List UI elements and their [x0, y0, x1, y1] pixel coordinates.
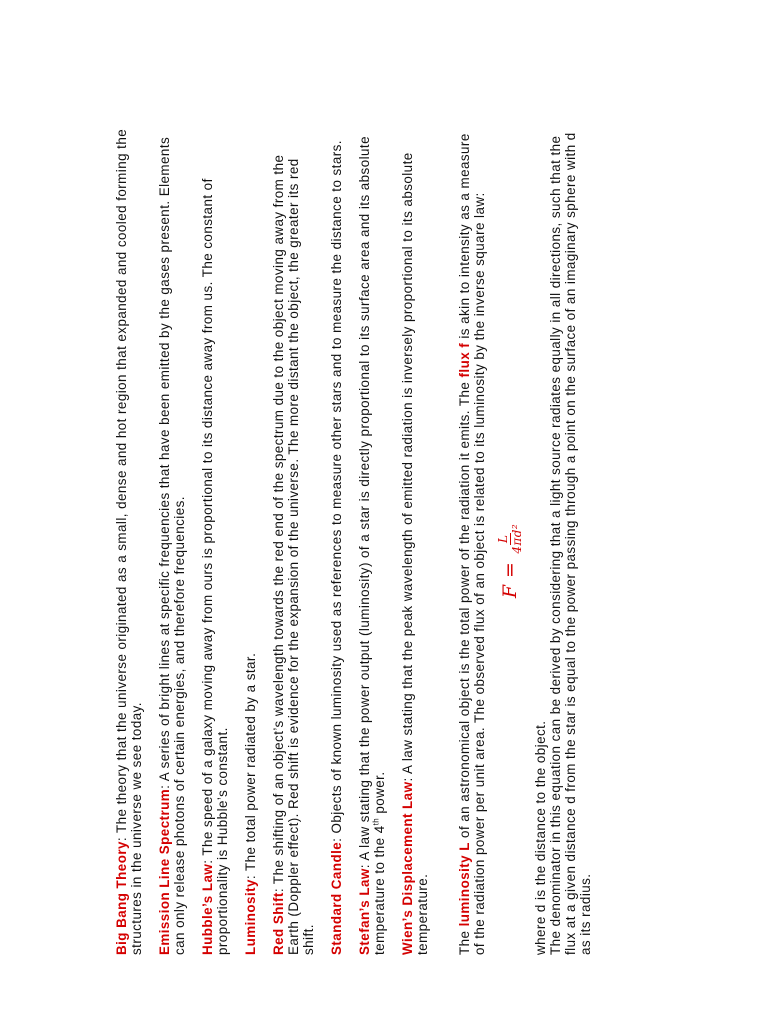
term-separator: :	[200, 855, 215, 864]
term-separator: :	[243, 870, 258, 880]
definition-text: A law stating that the peak wavelength of emitted radiation is inversely proportional to its absolute temperature.	[400, 152, 430, 955]
definition-text: Objects of known luminosity used as references to measure other stars and to measure the distance to stars.	[329, 140, 344, 834]
term-label: Stefan’s Law	[357, 868, 372, 955]
definition-text: The total power radiated by a star.	[243, 652, 258, 871]
paragraph-text: is akin to intensity as a measure of the radiation power per unit area. The observed flux of an object is related to its luminosity by the inverse square law:	[457, 133, 487, 955]
inverse-square-formula	[487, 125, 533, 955]
section-gap	[443, 125, 457, 955]
highlight-luminosity: luminosity L	[457, 842, 472, 927]
term-label: Big Bang Theory	[114, 841, 129, 955]
term-label: Red Shift	[271, 892, 286, 955]
formula-fraction	[497, 522, 524, 556]
definition-text: The theory that the universe originated as a small, dense and hot region that expanded and cooled forming the structures in the universe we see today.	[114, 128, 144, 955]
term-separator: :	[357, 860, 372, 869]
term-label: Emission Line Spectrum	[157, 788, 172, 955]
definition-text: The shifting of an object’s wavelength towards the red end of the spectrum due to the object moving away from the Earth (Doppler effect). Red shift is evidence for the expansion of the universe. The more distant the object, the greater its red shift.	[271, 154, 316, 955]
formula-lhs: F =	[498, 561, 521, 599]
term-separator: :	[114, 833, 129, 842]
definition-luminosity	[243, 125, 258, 955]
term-separator: :	[329, 833, 344, 842]
term-separator: :	[400, 773, 415, 782]
definition-big-bang-theory	[114, 125, 144, 955]
formula-denominator: 4πd²	[509, 523, 524, 554]
term-label: Luminosity	[243, 879, 258, 955]
definition-red-shift	[271, 125, 316, 955]
definition-text-end: power.	[372, 771, 387, 818]
definition-standard-candle	[329, 125, 344, 955]
paragraph-text: The	[457, 926, 472, 955]
term-label: Wien’s Displacement Law	[400, 781, 415, 955]
term-label: Standard Candle	[329, 841, 344, 955]
closing-line-2: The denominator in this equation can be derived by considering that a light source radiates equally in all directions, such that the flux at a given distance d from the star is equal to the power passing through a point on the surface of an imaginary sphere with d as its radius.	[548, 132, 593, 955]
formula-numerator: L	[495, 534, 510, 543]
definition-hubbles-law	[200, 125, 230, 955]
definition-wiens-displacement-law	[400, 125, 430, 955]
closing-line-1: where d is the distance to the object.	[533, 720, 548, 955]
definition-emission-line-spectrum	[157, 125, 187, 955]
definition-text: A law stating that the power output (luminosity) of a star is directly proportional to its surface area and its absolute temperature to the 4	[357, 136, 387, 955]
definition-text: The speed of a galaxy moving away from ours is proportional to its distance away from us. The constant of proportionality is Hubble’s constant.	[200, 178, 230, 955]
luminosity-paragraph	[457, 125, 487, 955]
term-separator: :	[271, 884, 286, 893]
term-label: Hubble’s Law	[200, 863, 215, 955]
highlight-flux: flux f	[457, 342, 472, 378]
superscript-th: th	[371, 817, 381, 826]
term-separator: :	[157, 781, 172, 789]
paragraph-text: of an astronomical object is the total power of the radiation it emits. The	[457, 377, 472, 843]
definition-stefans-law	[357, 125, 387, 955]
definition-text: A series of bright lines at specific frequencies that have been emitted by the gases present. Elements can only release photons of certain energies, and therefore frequencies.	[157, 136, 187, 955]
document-page	[114, 125, 614, 955]
